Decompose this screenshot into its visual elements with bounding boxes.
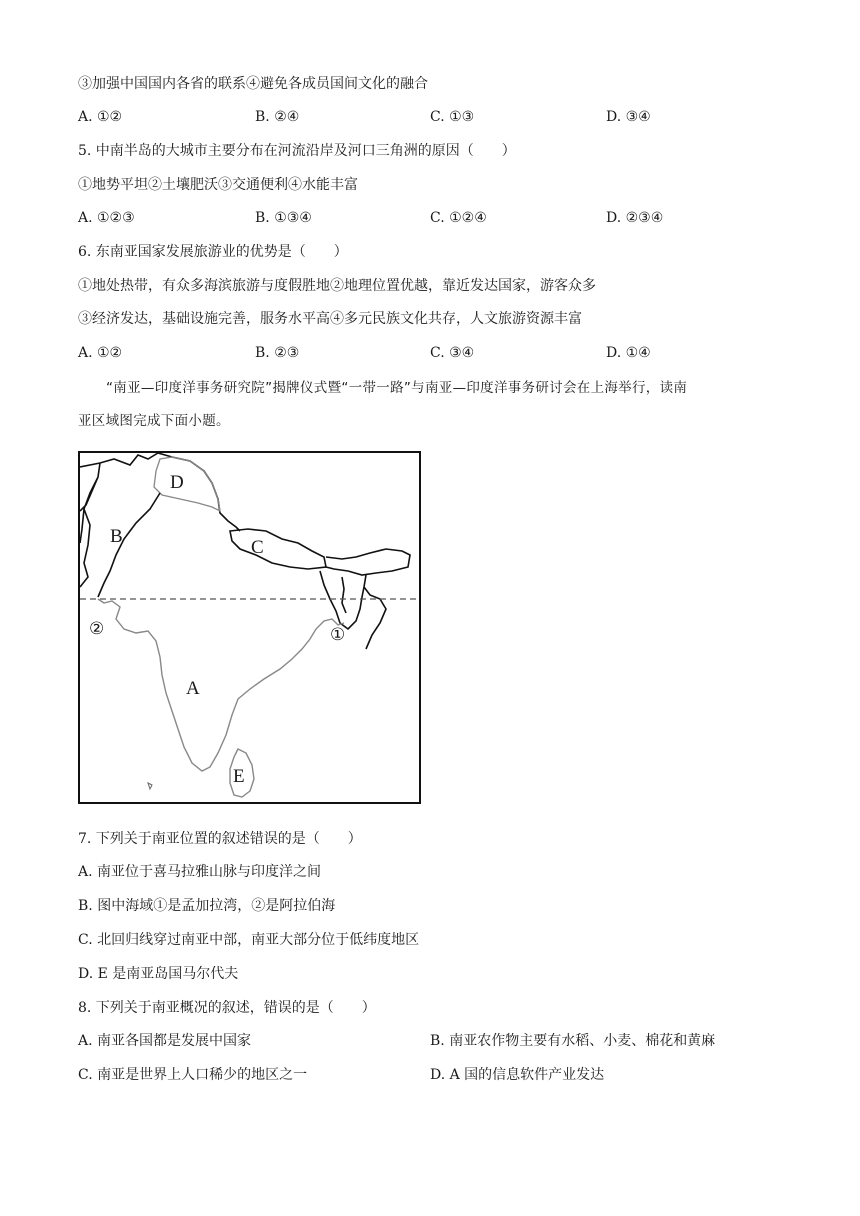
q8-option-d: D. A 国的信息软件产业发达 xyxy=(430,1067,605,1083)
q7-option-a: A. 南亚位于喜马拉雅山脉与印度洋之间 xyxy=(78,864,322,880)
intro-line1: “南亚—印度洋事务研究院”揭牌仪式暨“一带一路”与南亚—印度洋事务研讨会在上海举行，读南 xyxy=(106,380,688,396)
q5-option-d: D. ②③④ xyxy=(606,210,664,226)
q7-stem: 7. 下列关于南亚位置的叙述错误的是（ ） xyxy=(78,831,362,847)
map-sea-1: ① xyxy=(330,625,346,645)
q6-option-a: A. ①② xyxy=(78,345,123,361)
q8-option-b: B. 南亚农作物主要有水稻、小麦、棉花和黄麻 xyxy=(430,1033,716,1049)
q7-option-b: B. 图中海域①是孟加拉湾，②是阿拉伯海 xyxy=(78,898,336,914)
q6-stem: 6. 东南亚国家发展旅游业的优势是（ ） xyxy=(78,244,348,260)
map-label-e: E xyxy=(233,766,245,787)
q4-option-c: C. ①③ xyxy=(430,109,475,125)
q6-items-line2: ③经济发达，基础设施完善，服务水平高④多元民族文化共存，人文旅游资源丰富 xyxy=(78,311,582,327)
q4-option-d: D. ③④ xyxy=(606,109,651,125)
map-label-c: C xyxy=(251,537,264,558)
q8-option-c: C. 南亚是世界上人口稀少的地区之一 xyxy=(78,1067,308,1083)
q5-option-b: B. ①③④ xyxy=(255,210,312,226)
map-label-a: A xyxy=(186,678,200,699)
q7-option-c: C. 北回归线穿过南亚中部，南亚大部分位于低纬度地区 xyxy=(78,932,420,948)
map-label-d: D xyxy=(170,472,184,493)
q6-option-d: D. ①④ xyxy=(606,345,651,361)
q4-continuation: ③加强中国国内各省的联系④避免各成员国间文化的融合 xyxy=(78,76,428,92)
q8-stem: 8. 下列关于南亚概况的叙述，错误的是（ ） xyxy=(78,1000,376,1016)
q7-option-d: D. E 是南亚岛国马尔代夫 xyxy=(78,966,239,982)
map-drawing xyxy=(80,453,421,804)
map-label-b: B xyxy=(110,526,123,547)
q5-stem: 5. 中南半岛的大城市主要分布在河流沿岸及河口三角洲的原因（ ） xyxy=(78,143,516,159)
q5-items: ①地势平坦②土壤肥沃③交通便利④水能丰富 xyxy=(78,177,358,193)
intro-line2: 亚区域图完成下面小题。 xyxy=(78,413,230,429)
q4-option-b: B. ②④ xyxy=(255,109,300,125)
map-sea-2: ② xyxy=(89,619,105,639)
q8-option-a: A. 南亚各国都是发展中国家 xyxy=(78,1033,252,1049)
q4-option-a: A. ①② xyxy=(78,109,123,125)
q5-option-c: C. ①②④ xyxy=(430,210,487,226)
south-asia-map xyxy=(78,451,421,804)
q5-option-a: A. ①②③ xyxy=(78,210,135,226)
q6-option-b: B. ②③ xyxy=(255,345,300,361)
q6-items-line1: ①地处热带，有众多海滨旅游与度假胜地②地理位置优越，靠近发达国家，游客众多 xyxy=(78,278,596,294)
q6-option-c: C. ③④ xyxy=(430,345,475,361)
